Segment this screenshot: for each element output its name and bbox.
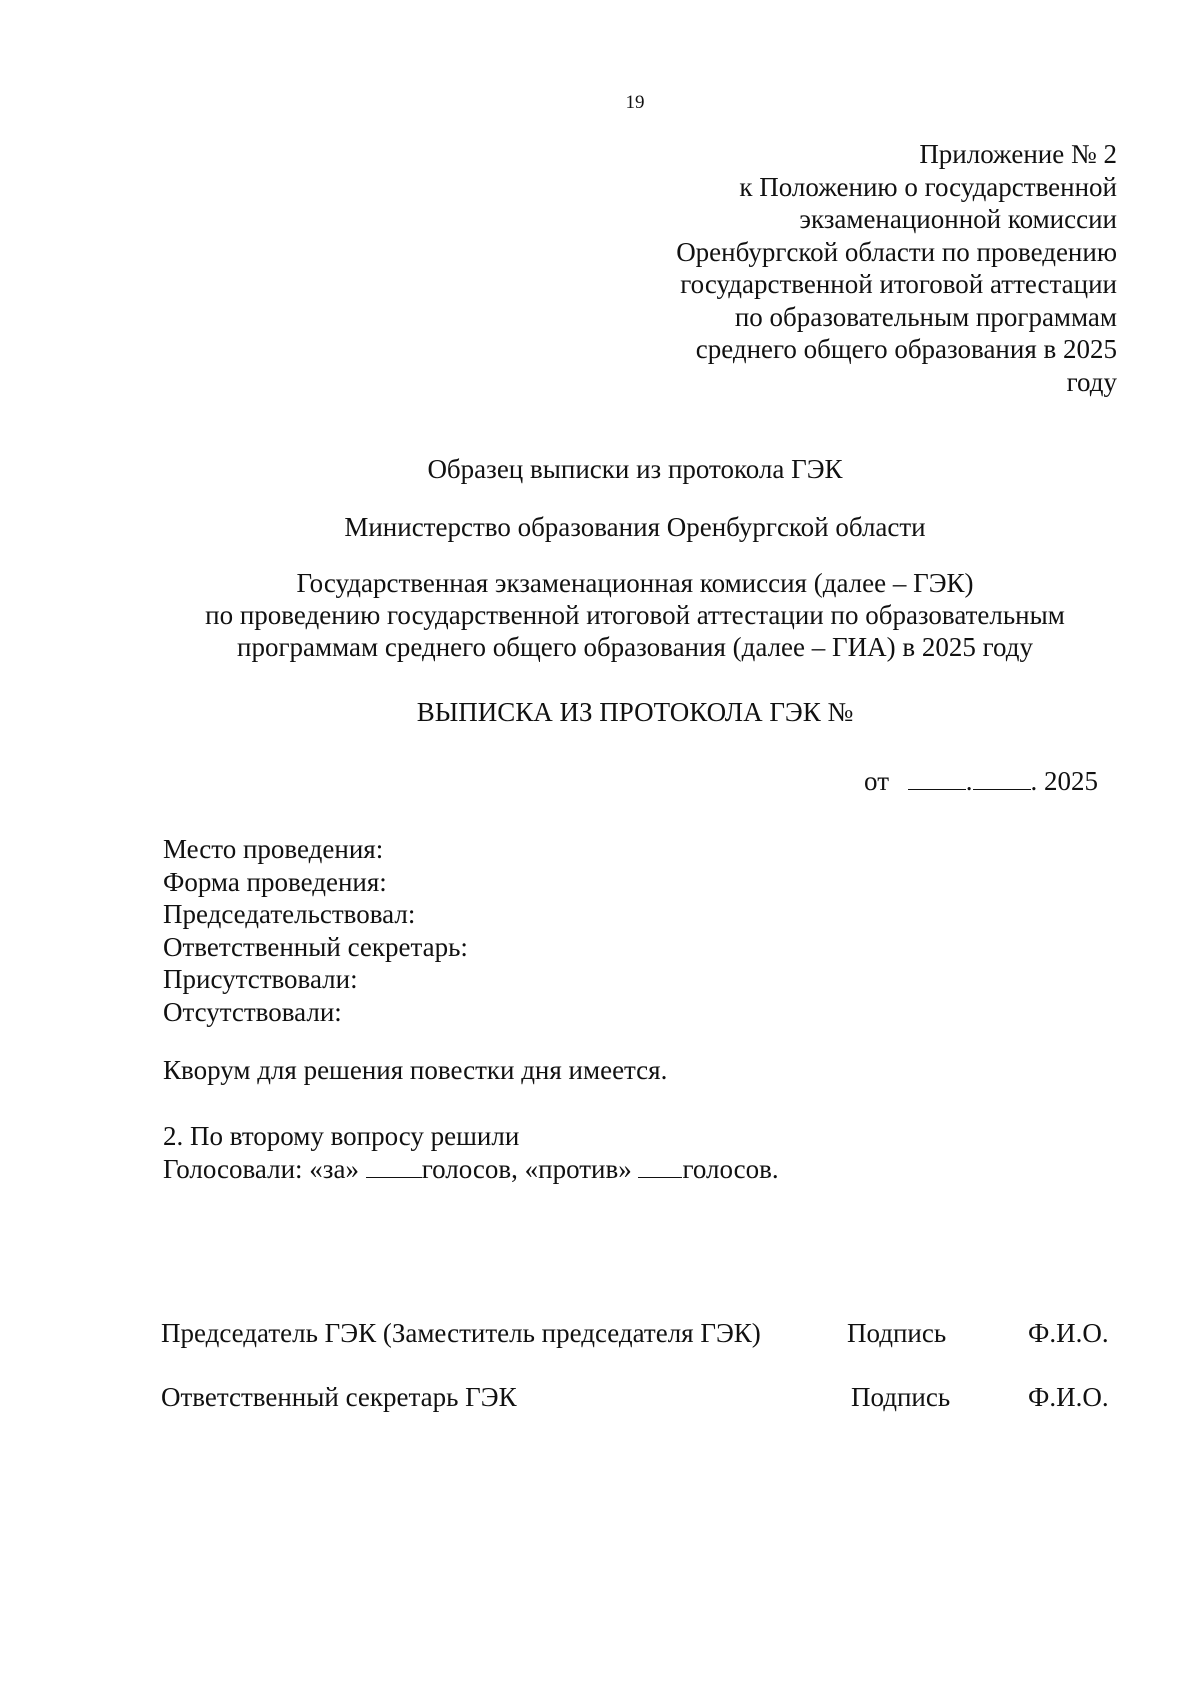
appendix-line: году bbox=[1066, 366, 1117, 397]
appendix-line: Приложение № 2 bbox=[919, 139, 1117, 169]
commission-line: Государственная экзаменационная комиссия (далее – ГЭК) bbox=[296, 568, 974, 598]
protocol-fields bbox=[163, 833, 468, 1028]
field-chair: Председательствовал: bbox=[163, 899, 416, 929]
signature-label: Подпись bbox=[847, 1318, 947, 1348]
page-number: 19 bbox=[625, 92, 645, 113]
quorum-statement: Кворум для решения повестки дня имеется. bbox=[163, 1055, 668, 1085]
field-absent: Отсутствовали: bbox=[163, 996, 342, 1027]
extract-title: ВЫПИСКА ИЗ ПРОТОКОЛА ГЭК № bbox=[416, 697, 854, 727]
field-present: Присутствовали: bbox=[163, 964, 358, 994]
signature-role: Ответственный секретарь ГЭК bbox=[161, 1382, 517, 1412]
question-heading: 2. По второму вопросу решили bbox=[163, 1121, 520, 1151]
signature-label: Подпись bbox=[851, 1382, 951, 1412]
vote-prefix: Голосовали: «за» bbox=[163, 1153, 359, 1184]
fio-label: Ф.И.О. bbox=[1028, 1318, 1109, 1348]
appendix-line: по образовательным программам bbox=[734, 301, 1117, 332]
fio-label: Ф.И.О. bbox=[1028, 1382, 1109, 1412]
vote-line bbox=[163, 1153, 779, 1186]
month-blank bbox=[973, 767, 1031, 790]
appendix-line: среднего общего образования в 2025 bbox=[695, 334, 1117, 364]
commission-line: программам среднего общего образования (далее – ГИА) в 2025 году bbox=[237, 632, 1033, 662]
appendix-header bbox=[676, 138, 1117, 398]
signature-role: Председатель ГЭК (Заместитель председателя ГЭК) bbox=[161, 1318, 761, 1348]
field-secretary: Ответственный секретарь: bbox=[163, 931, 468, 962]
day-blank bbox=[908, 767, 966, 790]
date-year: . 2025 bbox=[1030, 766, 1098, 796]
appendix-line: государственной итоговой аттестации bbox=[680, 269, 1117, 299]
vote-against-suffix: голосов. bbox=[682, 1153, 779, 1184]
appendix-line: к Положению о государственной bbox=[739, 171, 1117, 202]
appendix-line: экзаменационной комиссии bbox=[799, 204, 1117, 234]
sample-title: Образец выписки из протокола ГЭК bbox=[427, 454, 843, 484]
commission-line: по проведению государственной итоговой аттестации по образовательным bbox=[205, 600, 1065, 630]
field-form: Форма проведения: bbox=[163, 866, 387, 897]
votes-against-blank bbox=[638, 1155, 682, 1178]
votes-for-blank bbox=[366, 1155, 422, 1178]
date-separator: . bbox=[965, 766, 973, 796]
question-block bbox=[163, 1120, 779, 1185]
commission-block bbox=[0, 567, 1200, 663]
appendix-line: Оренбургской области по проведению bbox=[676, 236, 1117, 267]
date-prefix: от bbox=[864, 766, 889, 796]
ministry-name: Министерство образования Оренбургской области bbox=[344, 512, 926, 542]
date-line bbox=[864, 766, 1098, 797]
field-venue: Место проведения: bbox=[163, 834, 384, 864]
vote-for-suffix: голосов, «против» bbox=[421, 1153, 632, 1184]
